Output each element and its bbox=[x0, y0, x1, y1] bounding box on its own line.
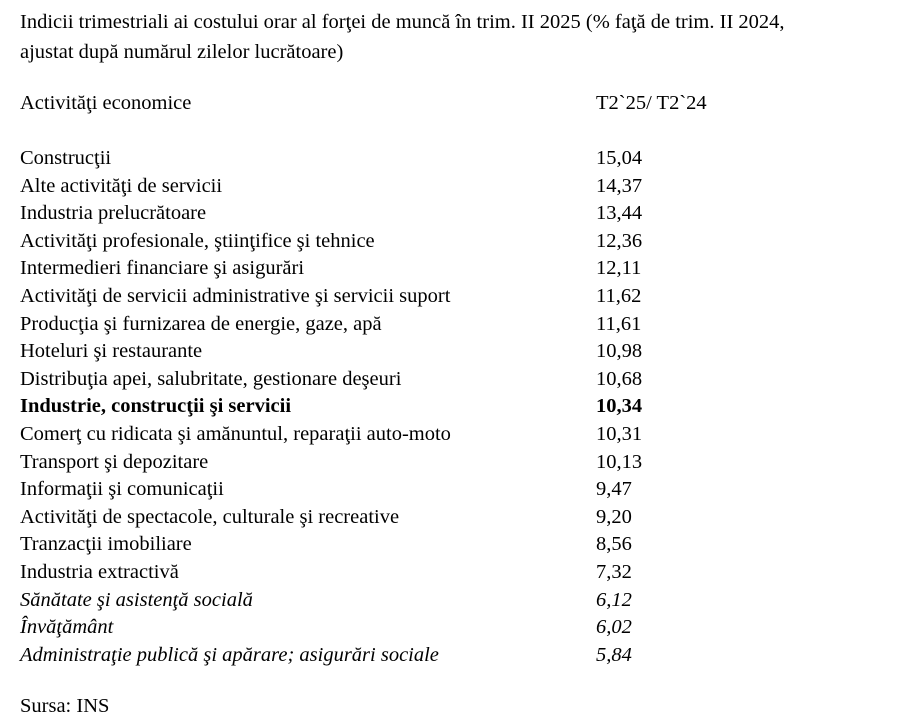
activity-name: Activităţi profesionale, ştiinţifice şi tehnice bbox=[20, 229, 375, 252]
activity-value: 10,98 bbox=[596, 340, 643, 363]
table-row bbox=[20, 530, 900, 558]
activity-name: Industria extractivă bbox=[20, 560, 179, 583]
activity-name: Tranzacţii imobiliare bbox=[20, 533, 192, 556]
activity-name: Activităţi de servicii administrative şi servicii suport bbox=[20, 284, 451, 307]
table-row bbox=[20, 172, 900, 200]
activity-value: 10,68 bbox=[596, 367, 643, 390]
table-row bbox=[20, 641, 900, 669]
activity-value: 7,32 bbox=[596, 560, 632, 583]
activity-value: 5,84 bbox=[596, 643, 632, 666]
activity-value: 12,11 bbox=[596, 257, 642, 280]
table-row bbox=[20, 392, 900, 420]
activity-name: Producţia şi furnizarea de energie, gaze, apă bbox=[20, 312, 382, 335]
activity-value: 14,37 bbox=[596, 174, 643, 197]
activity-name: Industrie, construcţii şi servicii bbox=[20, 395, 292, 418]
activity-value: 8,56 bbox=[596, 533, 632, 556]
activity-value: 11,62 bbox=[596, 284, 642, 307]
table-row bbox=[20, 254, 900, 282]
table-row bbox=[20, 475, 900, 503]
table-row bbox=[20, 448, 900, 476]
activity-value: 6,02 bbox=[596, 616, 632, 639]
activity-name: Sănătate şi asistenţă socială bbox=[20, 588, 253, 611]
title-line-1: Indicii trimestriali ai costului orar al forţei de muncă în trim. II 2025 (% faţă de trim. II 2024, bbox=[20, 11, 785, 33]
activity-value: 10,13 bbox=[596, 450, 643, 473]
activity-name: Învăţământ bbox=[20, 616, 114, 639]
document-title bbox=[20, 7, 917, 67]
activity-name: Intermedieri financiare şi asigurări bbox=[20, 257, 305, 280]
table-row bbox=[20, 365, 900, 393]
table-row bbox=[20, 613, 900, 641]
activity-value: 15,04 bbox=[596, 147, 643, 169]
activity-name: Construcţii bbox=[20, 147, 112, 169]
activity-name: Alte activităţi de servicii bbox=[20, 174, 223, 197]
activity-value: 9,20 bbox=[596, 505, 632, 528]
table-row bbox=[20, 199, 900, 227]
activity-value: 11,61 bbox=[596, 312, 642, 335]
activity-name: Activităţi de spectacole, culturale şi recreative bbox=[20, 505, 400, 528]
activity-table bbox=[20, 144, 900, 668]
activity-name: Hoteluri şi restaurante bbox=[20, 340, 203, 363]
header-period: T2`25/ T2`24 bbox=[596, 92, 707, 114]
table-header bbox=[20, 89, 900, 117]
activity-value: 10,31 bbox=[596, 422, 643, 445]
header-activity: Activităţi economice bbox=[20, 92, 192, 114]
table-row bbox=[20, 310, 900, 338]
activity-value: 13,44 bbox=[596, 202, 643, 225]
activity-name: Distribuţia apei, salubritate, gestionare deşeuri bbox=[20, 367, 402, 390]
table-row bbox=[20, 282, 900, 310]
table-row bbox=[20, 227, 900, 255]
activity-value: 9,47 bbox=[596, 478, 632, 501]
activity-value: 6,12 bbox=[596, 588, 632, 611]
table-row bbox=[20, 420, 900, 448]
title-line-2: ajustat după numărul zilelor lucrătoare) bbox=[20, 41, 344, 63]
activity-name: Informaţii şi comunicaţii bbox=[20, 478, 224, 501]
table-row bbox=[20, 337, 900, 365]
activity-name: Comerţ cu ridicata şi amănuntul, reparaţii auto-moto bbox=[20, 422, 451, 445]
activity-value: 10,34 bbox=[596, 395, 643, 418]
activity-name: Industria prelucrătoare bbox=[20, 202, 207, 225]
table-row bbox=[20, 586, 900, 614]
table-row bbox=[20, 144, 900, 172]
activity-name: Transport şi depozitare bbox=[20, 450, 209, 473]
activity-value: 12,36 bbox=[596, 229, 643, 252]
table-row bbox=[20, 503, 900, 531]
table-row bbox=[20, 558, 900, 586]
activity-name: Administraţie publică şi apărare; asigurări sociale bbox=[20, 643, 439, 666]
source-note: Sursa: INS bbox=[20, 695, 110, 717]
